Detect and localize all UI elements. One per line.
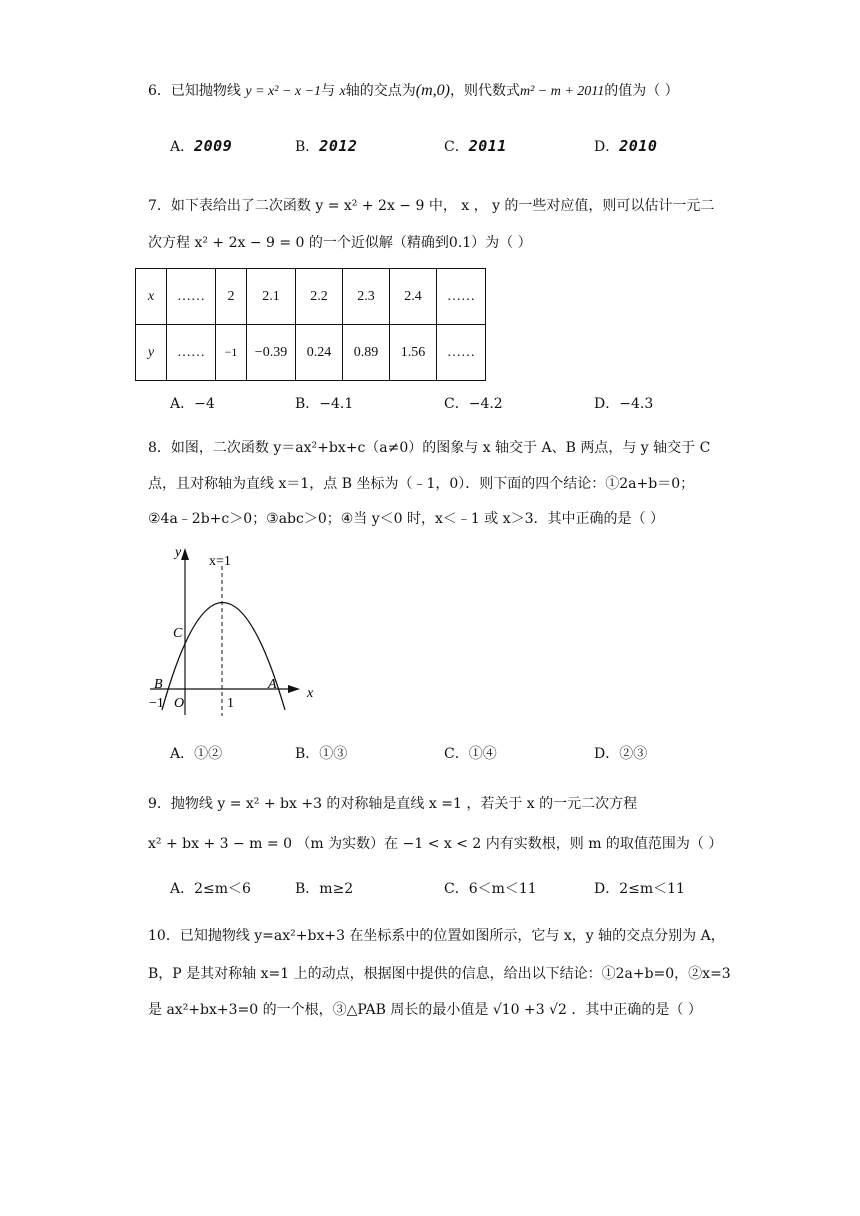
- q6-axis: x: [339, 84, 346, 99]
- table-row: [136, 269, 486, 325]
- q6-number: 6．: [148, 83, 171, 99]
- q10-stem-line2: B，P 是其对称轴 x=1 上的动点，根据图中提供的信息，给出以下结论：①2a+b=0，②x=3: [148, 966, 731, 982]
- q9-options: [170, 878, 730, 898]
- q7-value-table: [135, 268, 486, 381]
- neg-one-label: −1: [149, 696, 164, 711]
- option-label: B．: [295, 881, 320, 897]
- option-value: m≥2: [319, 881, 354, 897]
- option-label: C．: [444, 746, 469, 762]
- x-axis-label: x: [307, 686, 314, 701]
- option-label: C．: [444, 396, 469, 412]
- q7-stem-line2: 次方程 x² + 2x − 9 = 0 的一个近似解（精确到0.1）为（ ）: [148, 235, 532, 251]
- option-value: 2≤m＜11: [619, 881, 685, 897]
- q8-stem-line2: 点，且对称轴为直线 x＝1，点 B 坐标为（﹣1，0）．则下面的四个结论：①2a+b＝0；: [148, 476, 695, 492]
- point-c-label: C: [173, 626, 183, 641]
- q8-parabola-figure: [145, 540, 325, 720]
- q9-stem-line2: x² + bx + 3 − m = 0 （m 为实数）在 −1 < x < 2 内有实数根，则 m 的取值范围为（ ）: [148, 836, 723, 852]
- q6-option-d[interactable]: [594, 136, 657, 156]
- table-cell: ……: [167, 269, 216, 325]
- q9-option-b[interactable]: [295, 878, 353, 898]
- option-label: A．: [170, 746, 195, 762]
- q10-stem-line3: 是 ax²+bx+3=0 的一个根，③△PAB 周长的最小值是 √10 +3 √2 ．其中正确的是（ ）: [148, 1002, 702, 1018]
- parabola-curve: [162, 603, 285, 711]
- option-label: C．: [444, 881, 469, 897]
- table-cell: 2: [216, 269, 247, 325]
- table-cell: x: [136, 269, 167, 325]
- option-label: D．: [594, 139, 620, 155]
- table-cell: ……: [167, 325, 216, 381]
- option-value: 6＜m＜11: [468, 881, 537, 897]
- y-axis-label: y: [175, 545, 182, 560]
- option-value: 2012: [319, 137, 358, 155]
- table-cell: ……: [437, 325, 486, 381]
- y-axis-arrow-icon: [181, 548, 189, 560]
- table-cell: 0.89: [343, 325, 390, 381]
- table-cell: y: [136, 325, 167, 381]
- q6-equation: y = x² − x −1: [245, 84, 322, 99]
- q7-option-d[interactable]: [594, 393, 653, 413]
- q6-text-d: ，则代数式: [449, 83, 520, 99]
- table-cell: ……: [437, 269, 486, 325]
- option-label: B．: [295, 746, 320, 762]
- option-label: A．: [170, 139, 195, 155]
- q7-options: [170, 393, 730, 413]
- table-cell: 1.56: [390, 325, 437, 381]
- option-value: ①④: [468, 746, 497, 762]
- point-b-label: B: [154, 677, 163, 692]
- option-label: D．: [594, 881, 620, 897]
- q8-option-d[interactable]: [594, 743, 647, 763]
- option-label: D．: [594, 396, 620, 412]
- point-a-label: A: [268, 677, 277, 692]
- q8-options: [170, 743, 730, 763]
- option-label: C．: [444, 139, 469, 155]
- q6-point: (m,0): [415, 82, 450, 99]
- q8-option-a[interactable]: [170, 743, 222, 763]
- q9-option-a[interactable]: [170, 878, 251, 898]
- origin-label: O: [174, 696, 185, 711]
- q7-option-a[interactable]: [170, 393, 215, 413]
- option-label: B．: [295, 139, 320, 155]
- q8-option-b[interactable]: [295, 743, 347, 763]
- x-axis-arrow-icon: [288, 685, 300, 693]
- q6-text-a: 已知抛物线: [170, 83, 241, 99]
- table-row: [136, 325, 486, 381]
- option-value: −4.1: [319, 396, 354, 412]
- option-value: ②③: [619, 746, 648, 762]
- option-value: 2011: [468, 137, 507, 155]
- q6-options: [170, 136, 730, 156]
- option-value: ①②: [194, 746, 223, 762]
- q7-option-c[interactable]: [444, 393, 503, 413]
- option-value: −4.3: [619, 396, 654, 412]
- q6-option-c[interactable]: [444, 136, 507, 156]
- symmetry-axis-label: x=1: [209, 554, 231, 569]
- one-label: 1: [227, 696, 234, 711]
- q8-option-c[interactable]: [444, 743, 497, 763]
- q9-stem-line1: 9．抛物线 y = x² + bx +3 的对称轴是直线 x =1 ，若关于 x 的一元二次方程: [148, 796, 638, 812]
- q6-stem: [148, 80, 679, 100]
- option-value: ①③: [319, 746, 348, 762]
- table-cell: 2.4: [390, 269, 437, 325]
- option-value: 2010: [619, 137, 658, 155]
- option-value: −4: [194, 396, 215, 412]
- q8-stem-line1: 8．如图，二次函数 y＝ax²+bx+c（a≠0）的图象与 x 轴交于 A、B 两点，与 y 轴交于 C: [148, 440, 711, 456]
- option-label: D．: [594, 746, 620, 762]
- table-cell: 2.1: [247, 269, 296, 325]
- option-value: 2≤m＜6: [194, 881, 251, 897]
- q9-option-c[interactable]: [444, 878, 537, 898]
- table-cell: 2.3: [343, 269, 390, 325]
- table-cell: −1: [216, 325, 247, 381]
- option-value: −4.2: [468, 396, 503, 412]
- q6-expression: m² − m + 2011: [519, 84, 605, 99]
- table-cell: 2.2: [296, 269, 343, 325]
- option-label: A．: [170, 881, 195, 897]
- q6-text-c: 轴的交点为: [345, 83, 416, 99]
- table-cell: −0.39: [247, 325, 296, 381]
- q8-stem-line3: ②4a﹣2b+c＞0；③abc＞0；④当 y＜0 时，x＜﹣1 或 x＞3．其中正确的是（ ）: [148, 511, 664, 527]
- option-label: B．: [295, 396, 320, 412]
- q7-stem-line1: 7．如下表给出了二次函数 y = x² + 2x − 9 中， x ， y 的一些对应值，则可以估计一元二: [148, 198, 715, 214]
- q10-stem-line1: 10．已知抛物线 y=ax²+bx+3 在坐标系中的位置如图所示，它与 x，y 轴的交点分别为 A，: [148, 928, 725, 944]
- option-label: A．: [170, 396, 195, 412]
- q9-option-d[interactable]: [594, 878, 685, 898]
- q7-option-b[interactable]: [295, 393, 353, 413]
- table-cell: 0.24: [296, 325, 343, 381]
- option-value: 2009: [194, 137, 233, 155]
- q6-text-e: 的值为（ ）: [604, 83, 679, 99]
- q6-option-a[interactable]: [170, 136, 232, 156]
- q6-text-b: 与: [321, 83, 336, 99]
- q6-option-b[interactable]: [295, 136, 357, 156]
